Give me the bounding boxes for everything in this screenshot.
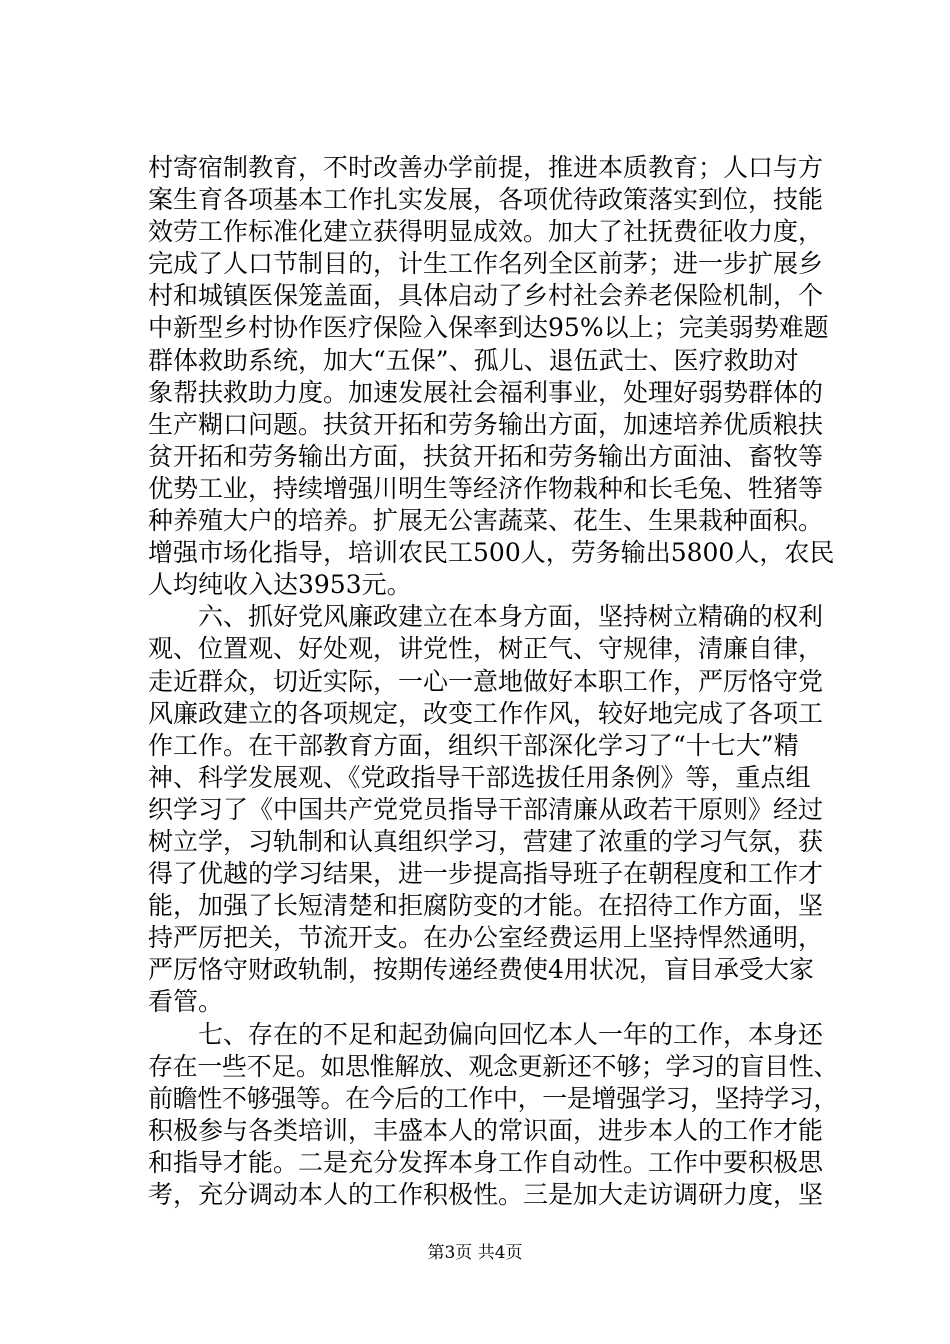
text-line: 象帮扶救助力度。加速发展社会福利事业，处理好弱势群体的 <box>148 377 824 407</box>
text-line: 增强市场化指导，培训农民工500人，劳务输出5800人，农民 <box>148 538 835 568</box>
text-line: 人均纯收入达3953元。 <box>148 570 412 600</box>
text-line: 案生育各项基本工作扎实发展，各项优待政策落实到位，技能 <box>148 185 824 215</box>
body-text <box>148 152 838 1211</box>
text-line: 神、科学发展观、《党政指导干部选拔任用条例》等，重点组 <box>148 762 811 792</box>
text-line: 生产糊口问题。扶贫开拓和劳务输出方面，加速培养优质粮扶 <box>148 409 824 439</box>
text-line: 能，加强了长短清楚和拒腐防变的才能。在招待工作方面，坚 <box>148 891 824 921</box>
text-line: 考，充分调动本人的工作积极性。三是加大走访调研力度，坚 <box>148 1180 824 1209</box>
text-line: 群体救助系统，加大“五保”、孤儿、退伍武士、医疗救助对 <box>148 345 799 375</box>
text-line: 严厉恪守财政轨制，按期传递经费使4用状况，盲目承受大家 <box>148 955 814 985</box>
text-line: 得了优越的学习结果，进一步提高指导班子在朝程度和工作才 <box>148 859 824 889</box>
text-line: 作工作。在干部教育方面，组织干部深化学习了“十七大”精 <box>148 730 799 760</box>
text-line: 风廉政建立的各项规定，改变工作作风，较好地完成了各项工 <box>148 698 824 728</box>
text-line: 七、存在的不足和起劲偏向回忆本人一年的工作，本身还 <box>148 1019 824 1049</box>
text-line: 中新型乡村协作医疗保险入保率到达95%以上；完美弱势难题 <box>148 313 829 343</box>
text-line: 村和城镇医保笼盖面，具体启动了乡村社会养老保险机制，个 <box>148 281 824 311</box>
text-line: 优势工业，持续增强川明生等经济作物栽种和长毛兔、牲猪等 <box>148 473 824 503</box>
text-line: 持严厉把关，节流开支。在办公室经费运用上坚持悍然通明， <box>148 923 824 953</box>
text-line: 贫开拓和劳务输出方面，扶贫开拓和劳务输出方面油、畜牧等 <box>148 441 824 471</box>
page-footer: 第3页 共4页 <box>427 1243 523 1263</box>
text-line: 完成了人口节制目的，计生工作名列全区前茅；进一步扩展乡 <box>148 249 824 279</box>
text-line: 存在一些不足。如思惟解放、观念更新还不够；学习的盲目性、 <box>148 1051 838 1081</box>
text-line: 走近群众，切近实际，一心一意地做好本职工作，严厉恪守党 <box>148 666 824 696</box>
text-line: 积极参与各类培训，丰盛本人的常识面，进步本人的工作才能 <box>148 1115 824 1145</box>
text-line: 村寄宿制教育，不时改善办学前提，推进本质教育；人口与方 <box>148 153 824 182</box>
text-line: 观、位置观、好处观，讲党性，树正气、守规律，清廉自律， <box>148 634 824 664</box>
text-line: 织学习了《中国共产党党员指导干部清廉从政若干原则》经过 <box>148 794 824 824</box>
text-line: 六、抓好党风廉政建立在本身方面，坚持树立精确的权利 <box>148 602 824 632</box>
text-line: 和指导才能。二是充分发挥本身工作自动性。工作中要积极思 <box>148 1147 824 1177</box>
text-line: 效劳工作标准化建立获得明显成效。加大了社抚费征收力度， <box>148 217 824 247</box>
text-line: 看管。 <box>148 987 224 1017</box>
text-line: 种养殖大户的培养。扩展无公害蔬菜、花生、生果栽种面积。 <box>148 506 824 536</box>
text-line: 树立学，习轨制和认真组织学习，营建了浓重的学习气氛，获 <box>148 826 824 856</box>
text-line: 前瞻性不够强等。在今后的工作中，一是增强学习，坚持学习， <box>148 1083 838 1113</box>
